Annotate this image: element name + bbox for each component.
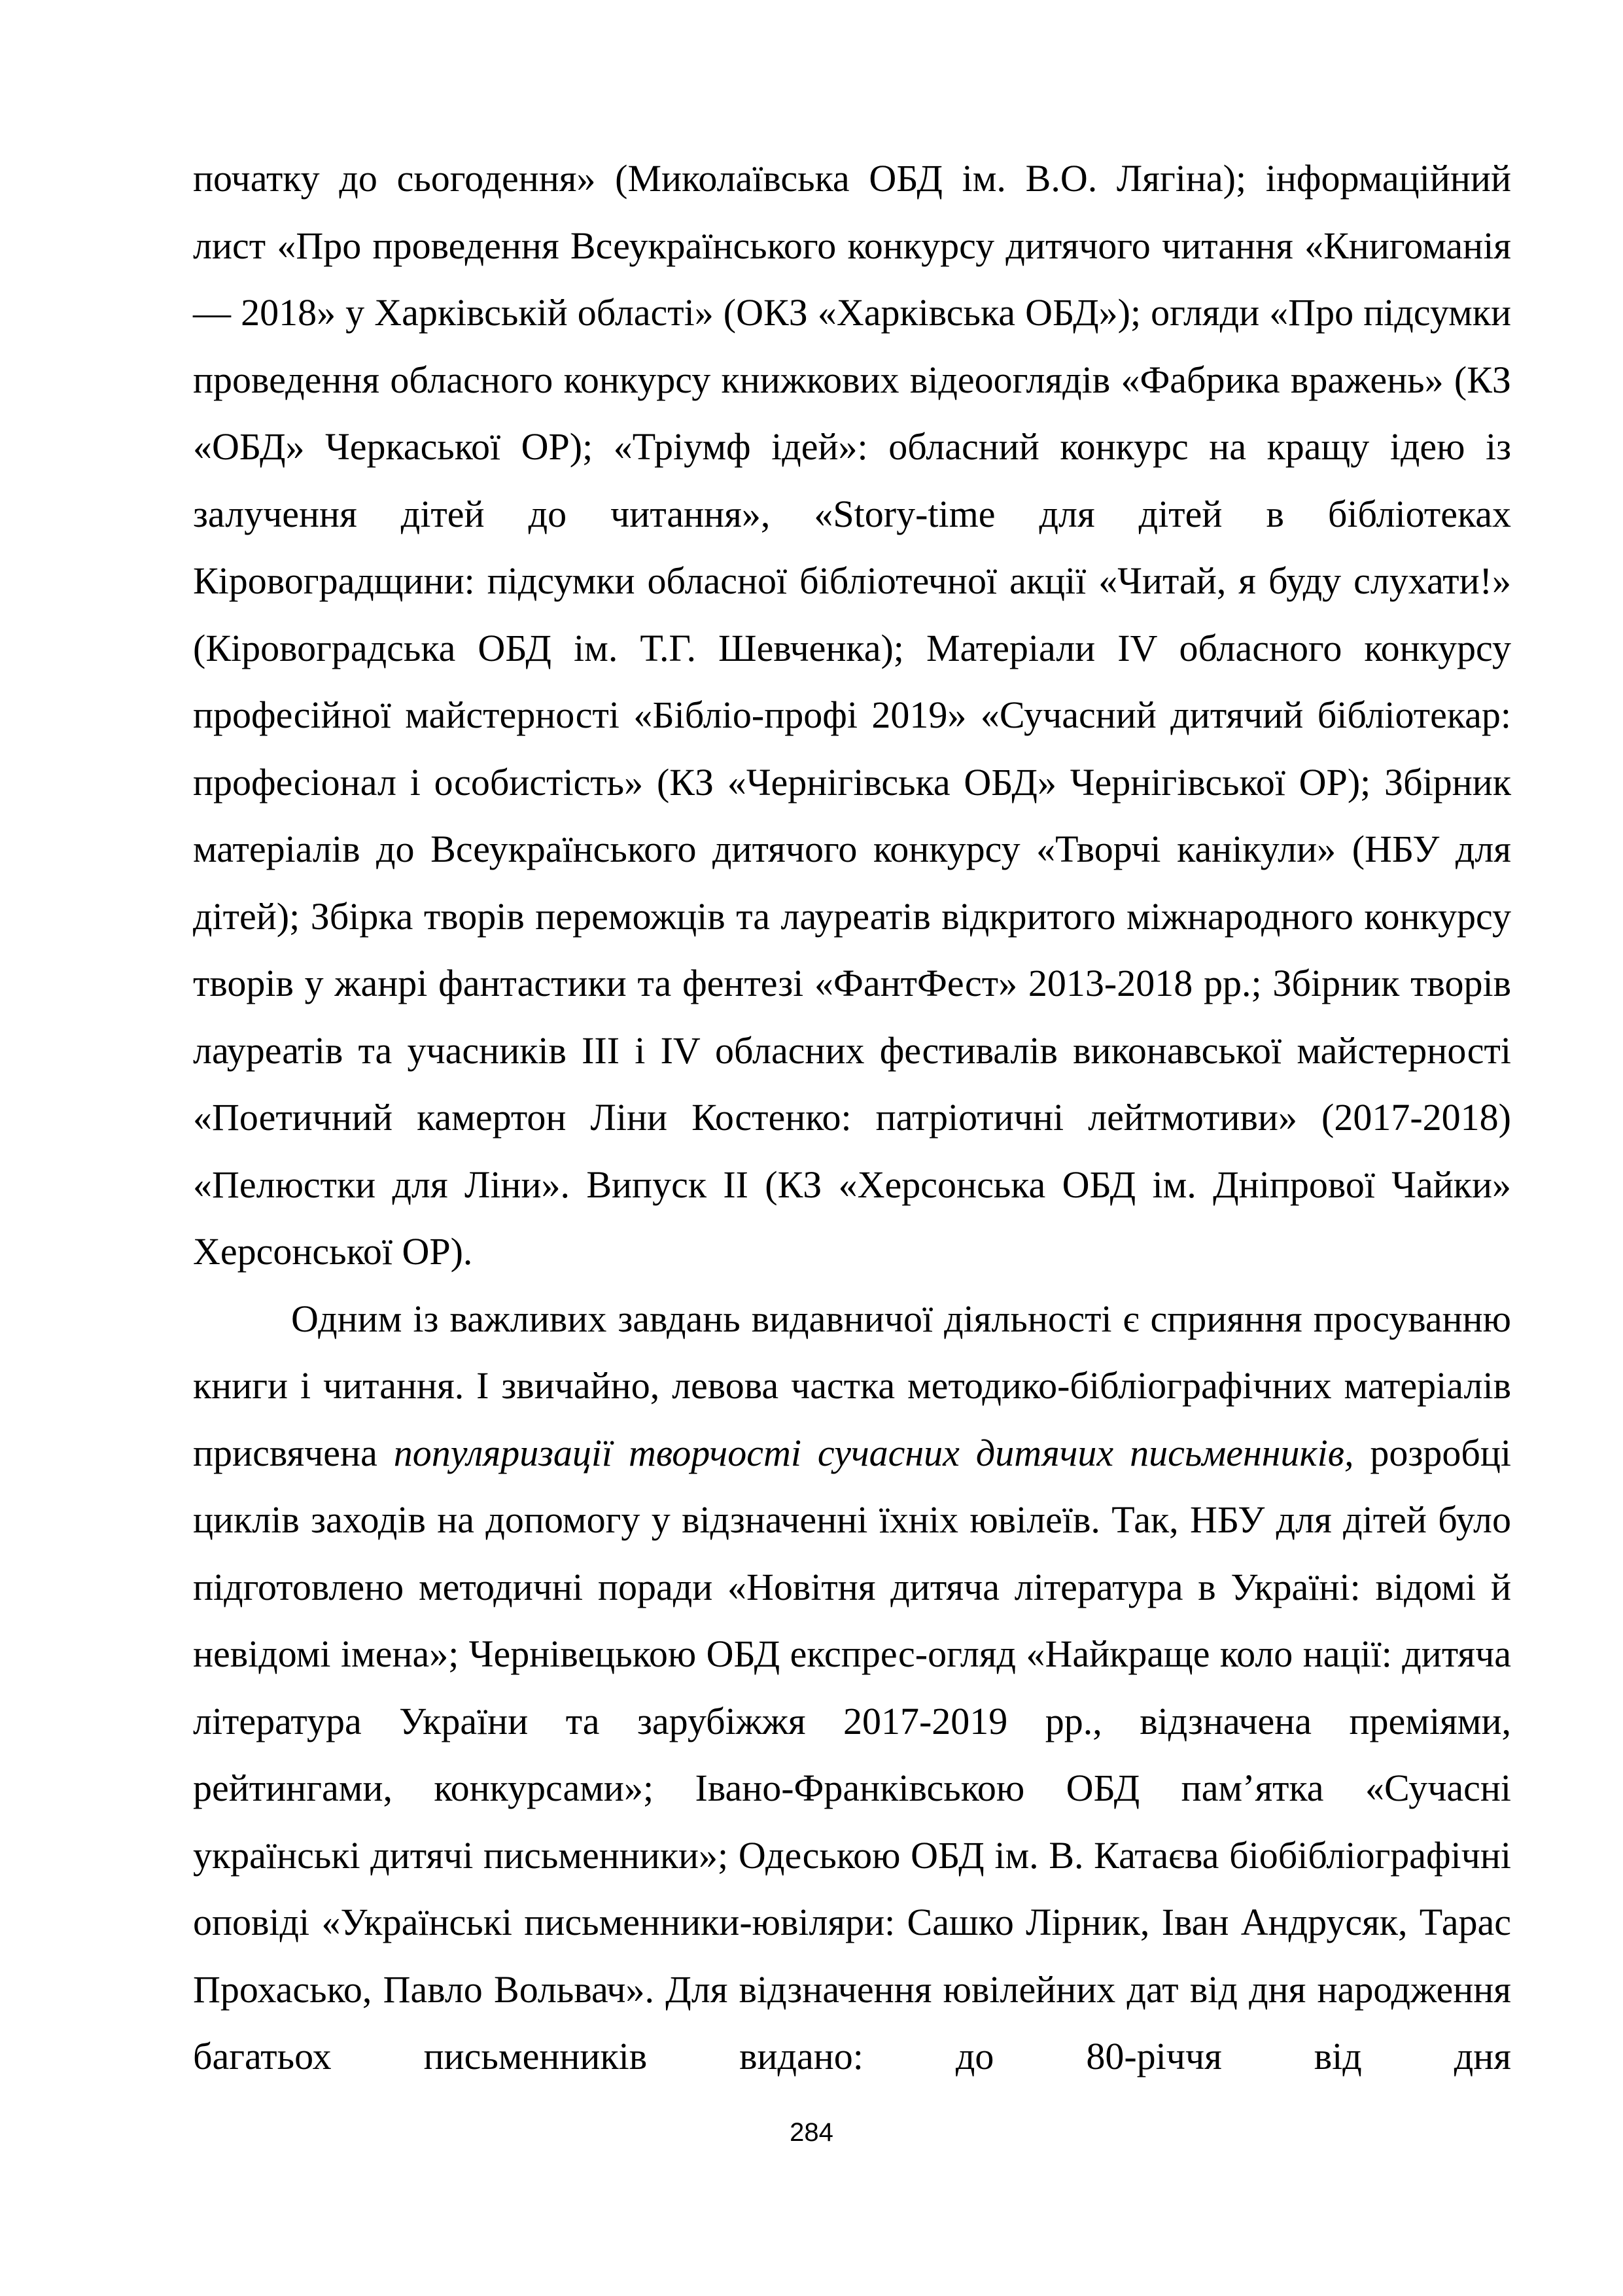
paragraph-1: початку до сьогодення» (Миколаївська ОБД ім. В.О. Лягіна); інформаційний лист «Про проведення Всеукраїнського конкурсу дитячого читання «Книгоманія — 2018» у Харківській області» (ОКЗ «Харківська ОБД»); огляди «Про підсумки проведення обласного конкурсу книжкових відеооглядів «Фабрика вражень» (КЗ «ОБД» Черкаської ОР); «Тріумф ідей»: обласний конкурс на кращу ідею із залучення дітей до читання», «Story-time для дітей в бібліотеках Кіровоградщини: підсумки обласної бібліотечної акції «Читай, я буду слухати!» (Кіровоградська ОБД ім. Т.Г. Шевченка); Матеріали IV обласного конкурсу професійної майстерності «Бібліо-профі 2019» «Сучасний дитячий бібліотекар: професіонал і особистість» (КЗ «Чернігівська ОБД» Чернігівської ОР); Збірник матеріалів до Всеукраїнського дитячого конкурсу «Творчі канікули» (НБУ для дітей); Збірка творів переможців та лауреатів відкритого міжнародного конкурсу творів у жанрі фантастики та фентезі «ФантФест» 2013-2018 рр.; Збірник творів лауреатів та учасників ІІІ і IV обласних фестивалів виконавської майстерності «Поетичний камертон Ліни Костенко: патріотичні лейтмотиви» (2017-2018) «Пелюстки для Ліни». Випуск ІІ (КЗ «Херсонська ОБД ім. Дніпрової Чайки» Херсонської ОР).	[193, 157, 1511, 1273]
paragraph-2	[193, 1286, 1511, 2091]
paragraph-2-italic-phrase: популяризації творчості сучасних дитячих письменників,	[393, 1431, 1354, 1474]
paragraph-2-text-end: розробці циклів заходів на допомогу у відзначенні їхніх ювілеїв. Так, НБУ для дітей було підготовлено методичні поради «Новітня дитяча література в Україні: відомі й невідомі імена»; Чернівецькою ОБД експрес-огляд «Найкраще коло нації: дитяча література України та зарубіжжя 2017-2019 рр., відзначена преміями, рейтингами, конкурсами»; Івано-Франківською ОБД пам’ятка «Сучасні українські дитячі письменники»; Одеською ОБД ім. В. Катаєва біобібліографічні оповіді «Українські письменники-ювіляри: Сашко Лірник, Іван Андрусяк, Тарас Прохасько, Павло Вольвач». Для відзначення ювілейних дат від дня народження багатьох письменників видано: до 80-річчя від дня	[193, 1431, 1511, 2077]
page-number: 284	[790, 2118, 833, 2147]
paragraph-2-text-start: Одним із важливих завдань видавничої діяльності є сприяння просуванню книги і читання. І звичайно, левова частка методико-бібліографічних матеріалів присвячена	[193, 1297, 1511, 1474]
body-text	[193, 145, 1511, 2091]
